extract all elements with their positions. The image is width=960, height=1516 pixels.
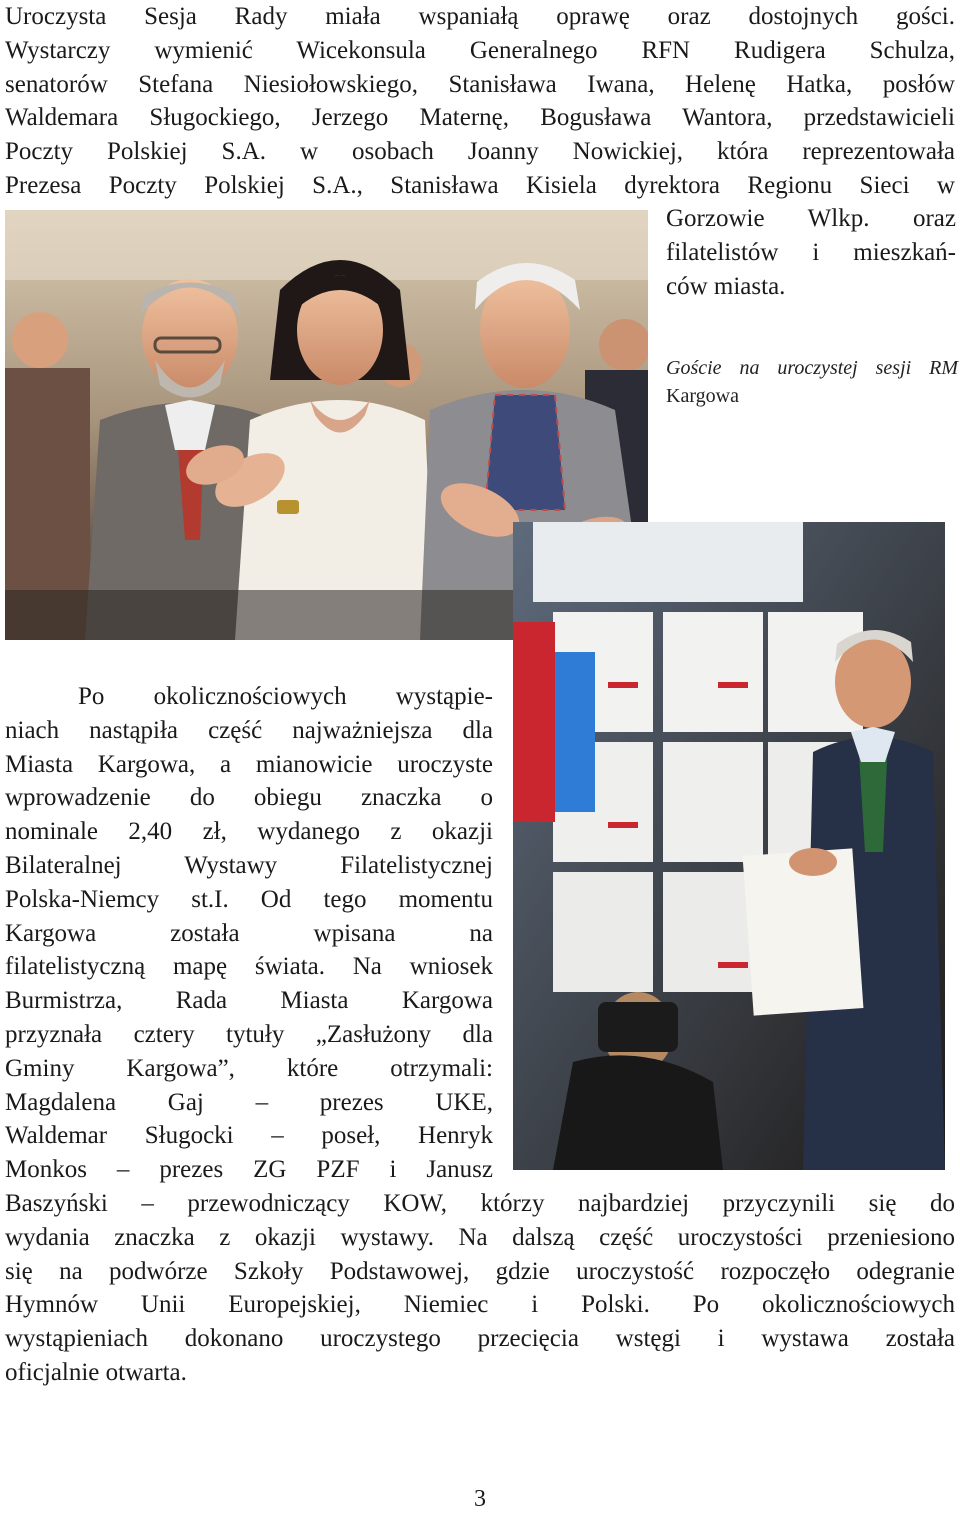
intro-line: Waldemara Sługockiego, Jerzego Maternę, Bogusława Wantora, przedstawicieli: [5, 104, 955, 132]
intro-side-line: ców miasta.: [666, 272, 786, 300]
main-paragraph-wrapped: [5, 680, 493, 1187]
page-number: 3: [474, 1486, 486, 1512]
main-line: Gminy Kargowa”, które otrzymali:: [5, 1054, 493, 1082]
main-line: Magdalena Gaj – prezes UKE,: [5, 1088, 493, 1116]
main-line: Baszyński – przewodniczący KOW, którzy najbardziej przyczynili się do: [5, 1190, 955, 1217]
main-line: Polska-Niemcy st.I. Od tego momentu: [5, 885, 493, 913]
main-line: Waldemar Sługocki – poseł, Henryk: [5, 1122, 493, 1150]
main-line: nominale 2,40 zł, wydanego z okazji: [5, 818, 493, 846]
main-paragraph-full: [5, 1187, 955, 1390]
main-line: Miasta Kargowa, a mianowicie uroczyste: [5, 750, 493, 778]
intro-side-line: filatelistów i mieszkań-: [666, 238, 956, 266]
intro-line: Wystarczy wymienić Wicekonsula Generalnego RFN Rudigera Schulza,: [5, 36, 955, 64]
main-line: wprowadzenie do obiegu znaczka o: [5, 784, 493, 812]
intro-side-text: [666, 202, 956, 303]
main-line: Monkos – prezes ZG PZF i Janusz: [5, 1156, 493, 1184]
main-line: Po okolicznościowych wystąpie-: [78, 683, 493, 710]
main-line: niach nastąpiła część najważniejsza dla: [5, 716, 493, 744]
main-line: Burmistrza, Rada Miasta Kargowa: [5, 987, 493, 1015]
caption-line: Goście na uroczystej sesji RM: [666, 357, 958, 379]
intro-line: Uroczysta Sesja Rady miała wspaniałą oprawę oraz dostojnych gości.: [5, 3, 955, 30]
main-line: oficjalnie otwarta.: [5, 1358, 187, 1386]
intro-side-line: Gorzowie Wlkp. oraz: [666, 205, 956, 232]
main-line: wydania znaczka z okazji wystawy. Na dalszą część uroczystości przeniesiono: [5, 1223, 955, 1251]
intro-line: Prezesa Poczty Polskiej S.A., Stanisława Kisiela dyrektora Regionu Sieci w: [5, 171, 955, 199]
main-line: Bilateralnej Wystawy Filatelistycznej: [5, 851, 493, 879]
ceremony-photo: [513, 522, 945, 1170]
main-line: się na podwórze Szkoły Podstawowej, gdzie uroczystość rozpoczęło odegranie: [5, 1257, 955, 1285]
intro-line: senatorów Stefana Niesiołowskiego, Stanisława Iwana, Helenę Hatka, posłów: [5, 70, 955, 98]
main-line: przyznała cztery tytuły „Zasłużony dla: [5, 1020, 493, 1048]
photo-caption: [666, 354, 958, 410]
intro-line: Poczty Polskiej S.A. w osobach Joanny Nowickiej, która reprezentowała: [5, 138, 955, 166]
main-line: wystąpieniach dokonano uroczystego przecięcia wstęgi i wystawa została: [5, 1325, 955, 1353]
intro-paragraph: [5, 0, 955, 203]
main-line: filatelistyczną mapę świata. Na wniosek: [5, 953, 493, 981]
main-line: Hymnów Unii Europejskiej, Niemiec i Polski. Po okolicznościowych: [5, 1291, 955, 1319]
caption-line: Kargowa: [666, 385, 739, 407]
main-line: Kargowa została wpisana na: [5, 919, 493, 947]
